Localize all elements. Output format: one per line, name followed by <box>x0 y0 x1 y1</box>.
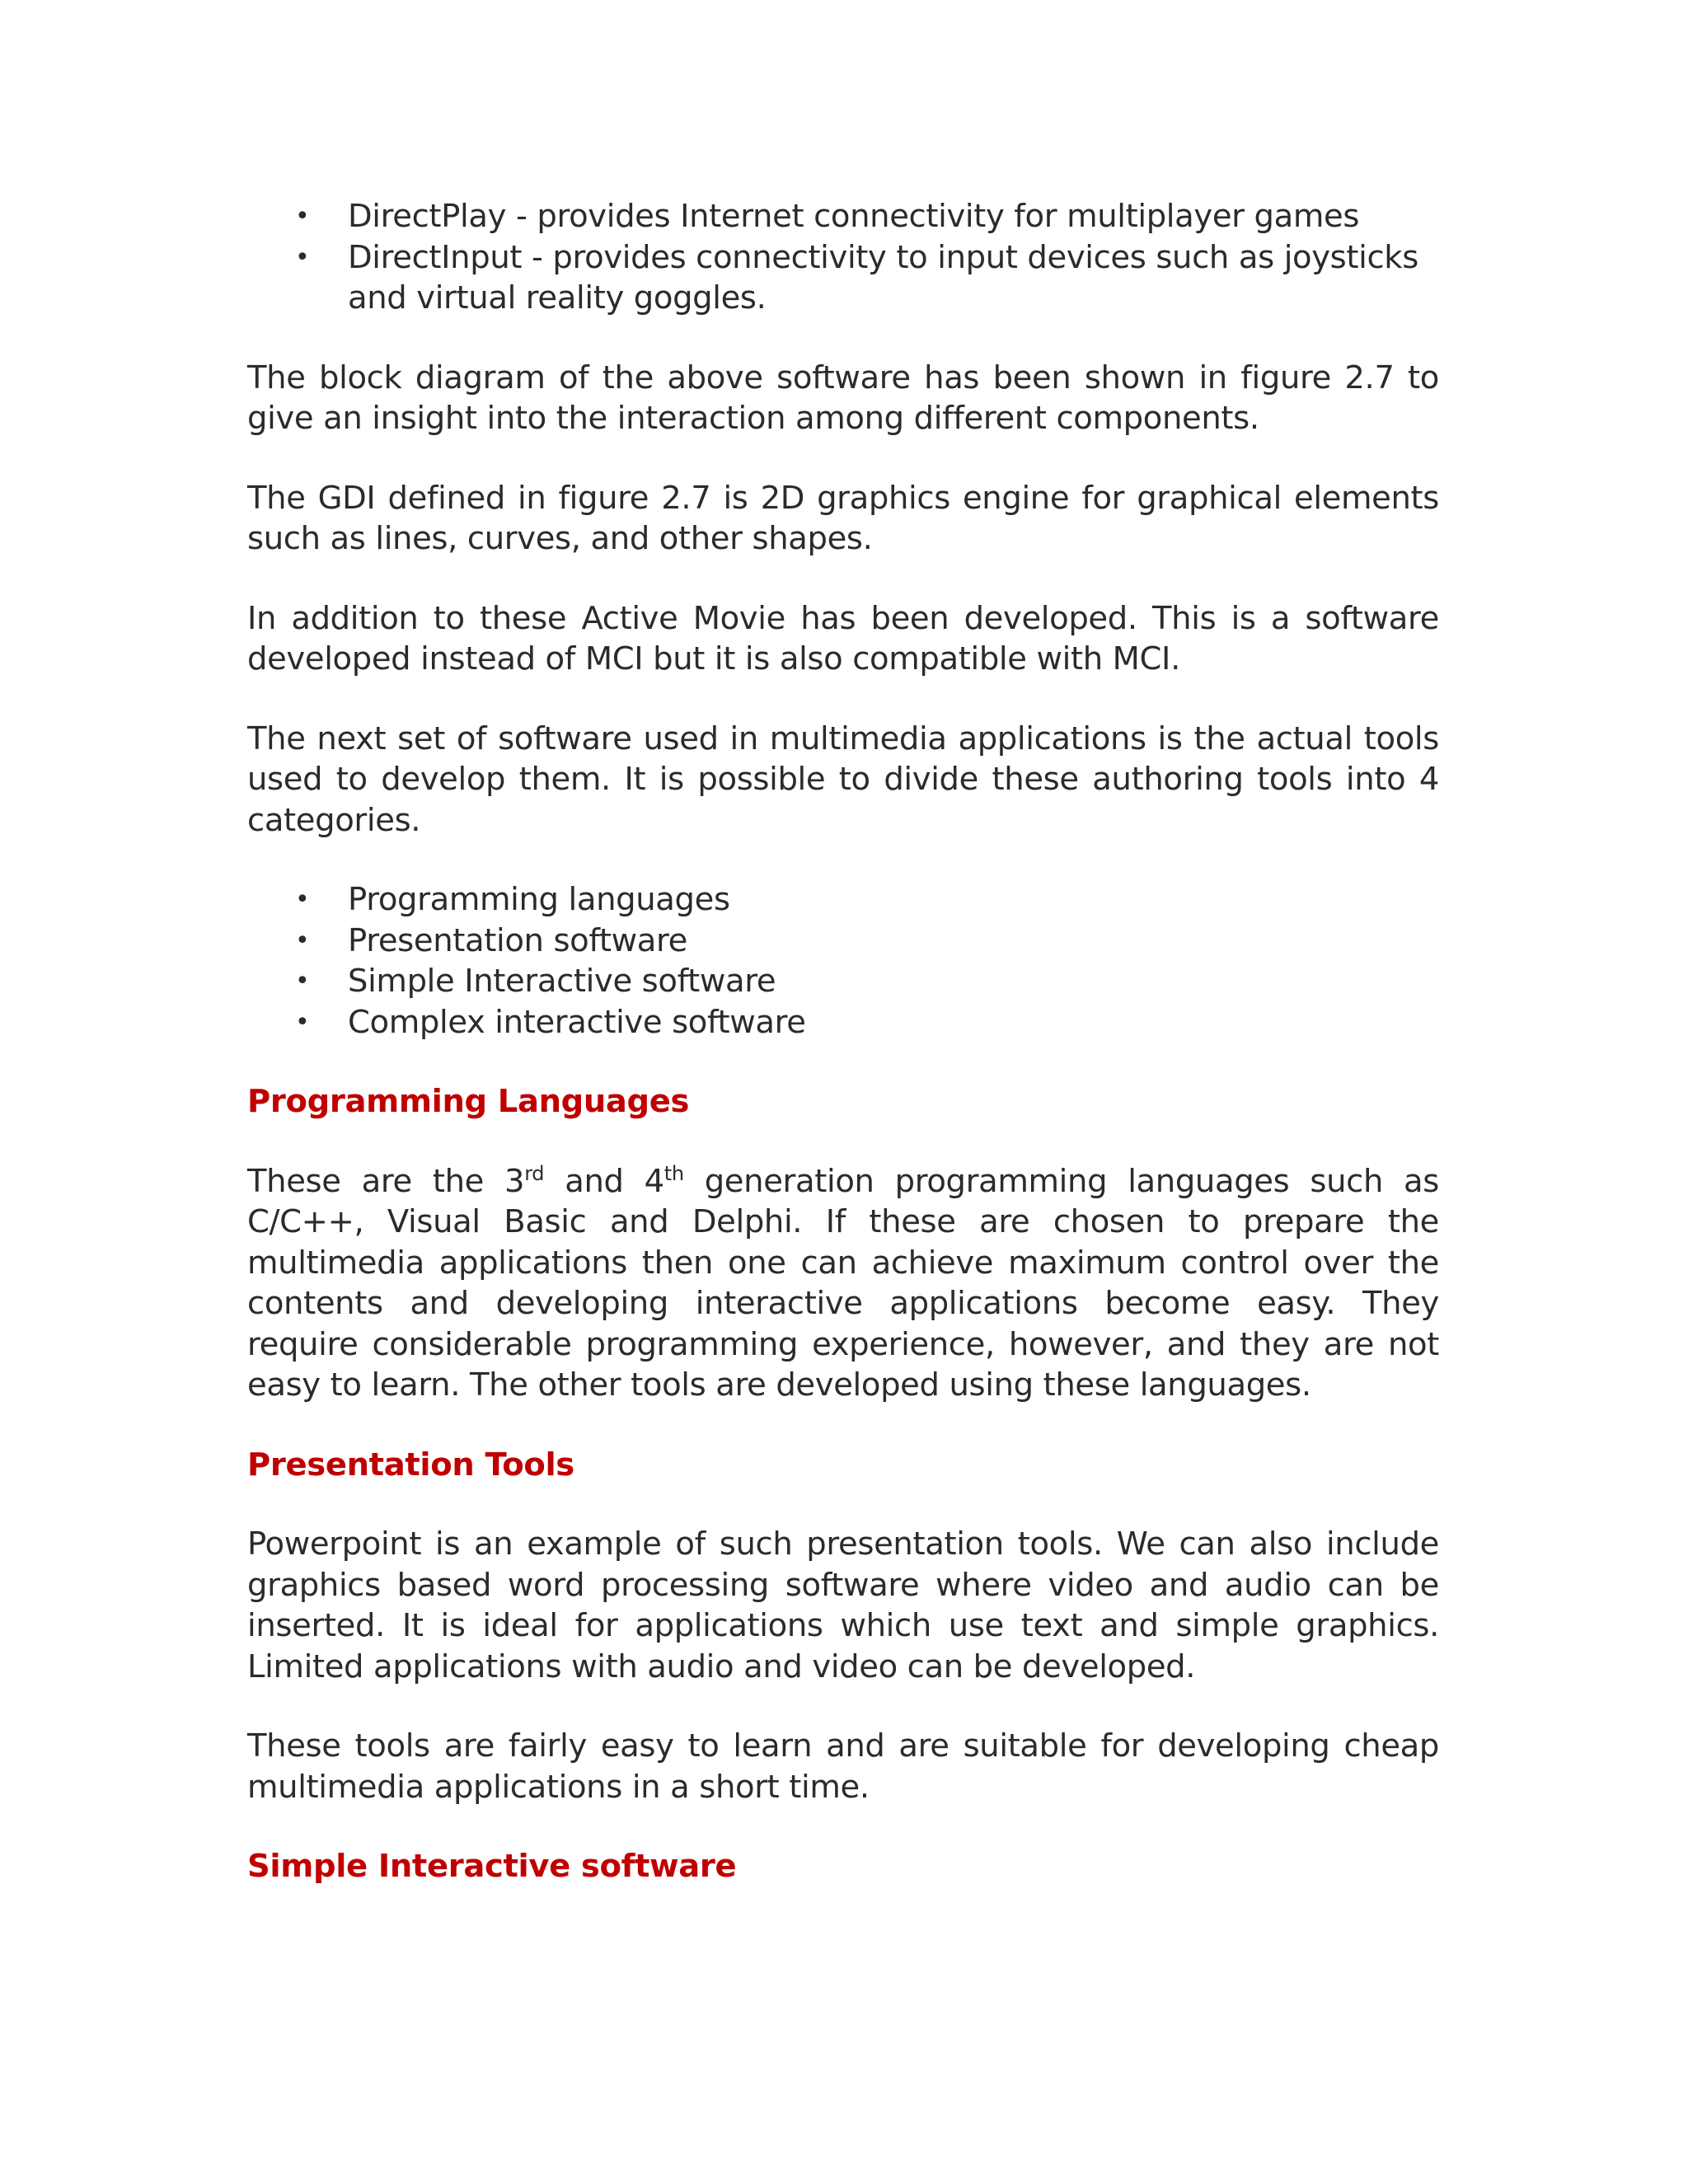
list-item-text: Presentation software <box>348 921 688 959</box>
superscript-rd: rd <box>524 1161 545 1185</box>
bullet-icon: • <box>295 926 310 955</box>
list-item <box>247 1002 1439 1043</box>
paragraph-authoring-tools: The next set of software used in multimedia applications is the actual tools used to develop them. It is possible to divide these authoring tools into 4 categories. <box>247 719 1439 839</box>
list-item <box>247 879 1439 921</box>
page-content <box>247 196 1439 1887</box>
bullet-icon: • <box>295 1007 310 1037</box>
paragraph-active-movie: In addition to these Active Movie has been developed. This is a software developed instead of MCI but it is also compatible with MCI. <box>247 599 1439 677</box>
list-item <box>247 237 1439 319</box>
bullet-icon: • <box>295 202 310 231</box>
list-item <box>247 961 1439 1002</box>
paragraph-powerpoint: Powerpoint is an example of such presentation tools. We can also include graphics based word processing software where video and audio can be inserted. It is ideal for applications which use text and simple graphics. Limited applications with audio and video can be developed. <box>247 1526 1439 1685</box>
paragraph-gdi: The GDI defined in figure 2.7 is 2D graphics engine for graphical elements such as lines, curves, and other shapes. <box>247 479 1439 557</box>
heading-programming-languages: Programming Languages <box>247 1083 690 1120</box>
paragraph-easy-to-learn: These tools are fairly easy to learn and are suitable for developing cheap multimedia applications in a short time. <box>247 1727 1439 1806</box>
categories-bullet-list <box>247 879 1439 1043</box>
paragraph-block-diagram: The block diagram of the above software has been shown in figure 2.7 to give an insight into the interaction among different components. <box>247 359 1439 437</box>
paragraph-programming-languages <box>247 1161 1439 1406</box>
directx-bullet-list <box>247 196 1439 319</box>
bullet-icon: • <box>295 885 310 914</box>
prog-text-part3: generation programming languages such as C/C++, Visual Basic and Delphi. If these are chosen to prepare the multimedia applications then one can achieve maximum control over the contents and developing interactive applications become easy. They require considerable programming experience, however, and they are not easy to learn. The other tools are developed using these languages. <box>247 1162 1439 1404</box>
list-item-text: DirectInput - provides connectivity to input devices such as joysticks and virtual reality goggles. <box>348 238 1418 316</box>
list-item <box>247 921 1439 962</box>
heading-simple-interactive-software: Simple Interactive software <box>247 1848 737 1885</box>
list-item-text: DirectPlay - provides Internet connectivity for multiplayer games <box>348 198 1360 235</box>
prog-text-part1: These are the 3 <box>247 1162 525 1200</box>
bullet-icon: • <box>295 967 310 996</box>
list-item <box>247 196 1439 237</box>
list-item-text: Programming languages <box>348 881 730 918</box>
prog-text-part2: and 4 <box>544 1162 664 1200</box>
list-item-text: Simple Interactive software <box>348 963 776 1000</box>
list-item-text: Complex interactive software <box>348 1003 806 1041</box>
bullet-icon: • <box>295 242 310 272</box>
superscript-th: th <box>663 1161 684 1185</box>
heading-presentation-tools: Presentation Tools <box>247 1446 574 1483</box>
